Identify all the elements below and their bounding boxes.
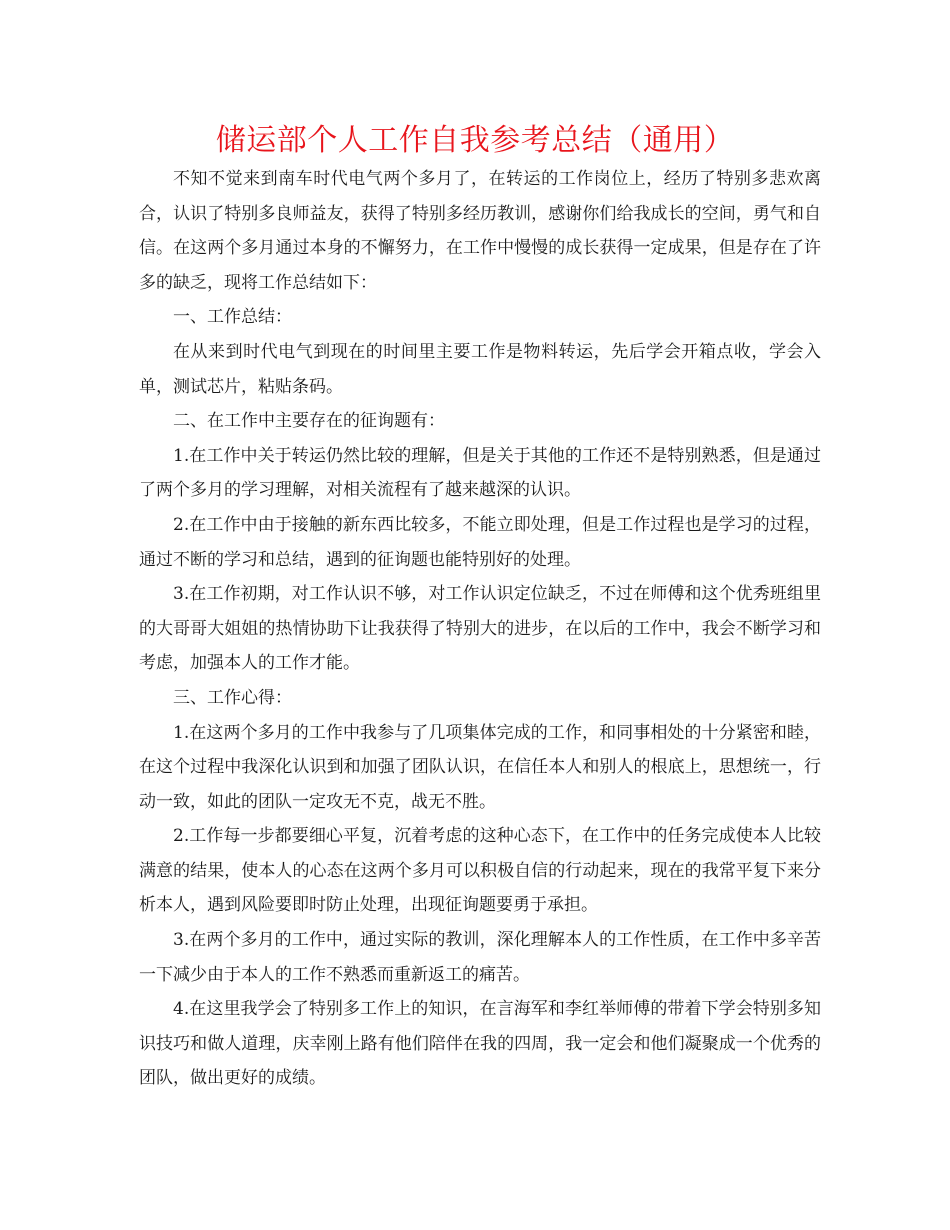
paragraph-problem-1: 1.在工作中关于转运仍然比较的理解，但是关于其他的工作还不是特别熟悉，但是通过了两个多月的学习理解，对相关流程有了越来越深的认识。: [139, 445, 821, 501]
paragraph-insight-1: 1.在这两个多月的工作中我参与了几项集体完成的工作，和同事相处的十分紧密和睦，在这个过程中我深化认识到和加强了团队认识，在信任本人和别人的根底上，思想统一，行动一致，如此的团队一定攻无不克，战无不胜。: [139, 722, 821, 812]
paragraph-insight-3: 3.在两个多月的工作中，通过实际的教训，深化理解本人的工作性质，在工作中多辛苦一下减少由于本人的工作不熟悉而重新返工的痛苦。: [139, 930, 821, 985]
paragraph-problem-2: 2.在工作中由于接触的新东西比较多，不能立即处理，但是工作过程也是学习的过程，通过不断的学习和总结，遇到的征询题也能特别好的处理。: [139, 514, 821, 570]
document-body: [139, 162, 821, 1096]
section-heading-insights: 三、工作心得：: [173, 687, 292, 708]
section-heading-problems: 二、在工作中主要存在的征询题有：: [173, 411, 445, 432]
paragraph-insight-2: 2.工作每一步都要细心平复，沉着考虑的这种心态下，在工作中的任务完成使本人比较满意的结果，使本人的心态在这两个多月可以积极自信的行动起来，现在的我常平复下来分析本人，遇到风险要即时防止处理，出现征询题要勇于承担。: [139, 826, 821, 916]
paragraph-insight-4: 4.在这里我学会了特别多工作上的知识，在言海军和李红举师傅的带着下学会特别多知识技巧和做人道理，庆幸刚上路有他们陪伴在我的四周，我一定会和他们凝聚成一个优秀的团队，做出更好的成绩。: [139, 999, 821, 1089]
section-heading-work-summary: 一、工作总结：: [173, 307, 292, 328]
paragraph-work-summary: 在从来到时代电气到现在的时间里主要工作是物料转运，先后学会开箱点收，学会入单，测试芯片，粘贴条码。: [139, 341, 821, 397]
document-title: 储运部个人工作自我参考总结（通用）: [215, 123, 735, 158]
paragraph-intro: 不知不觉来到南车时代电气两个多月了，在转运的工作岗位上，经历了特别多悲欢离合，认识了特别多良师益友，获得了特别多经历教训，感谢你们给我成长的空间，勇气和自信。在这两个多月通过本身的不懈努力，在工作中慢慢的成长获得一定成果，但是存在了许多的缺乏，现将工作总结如下：: [139, 169, 821, 293]
paragraph-problem-3: 3.在工作初期，对工作认识不够，对工作认识定位缺乏，不过在师傅和这个优秀班组里的大哥哥大姐姐的热情协助下让我获得了特别大的进步，在以后的工作中，我会不断学习和考虑，加强本人的工作才能。: [139, 584, 821, 674]
